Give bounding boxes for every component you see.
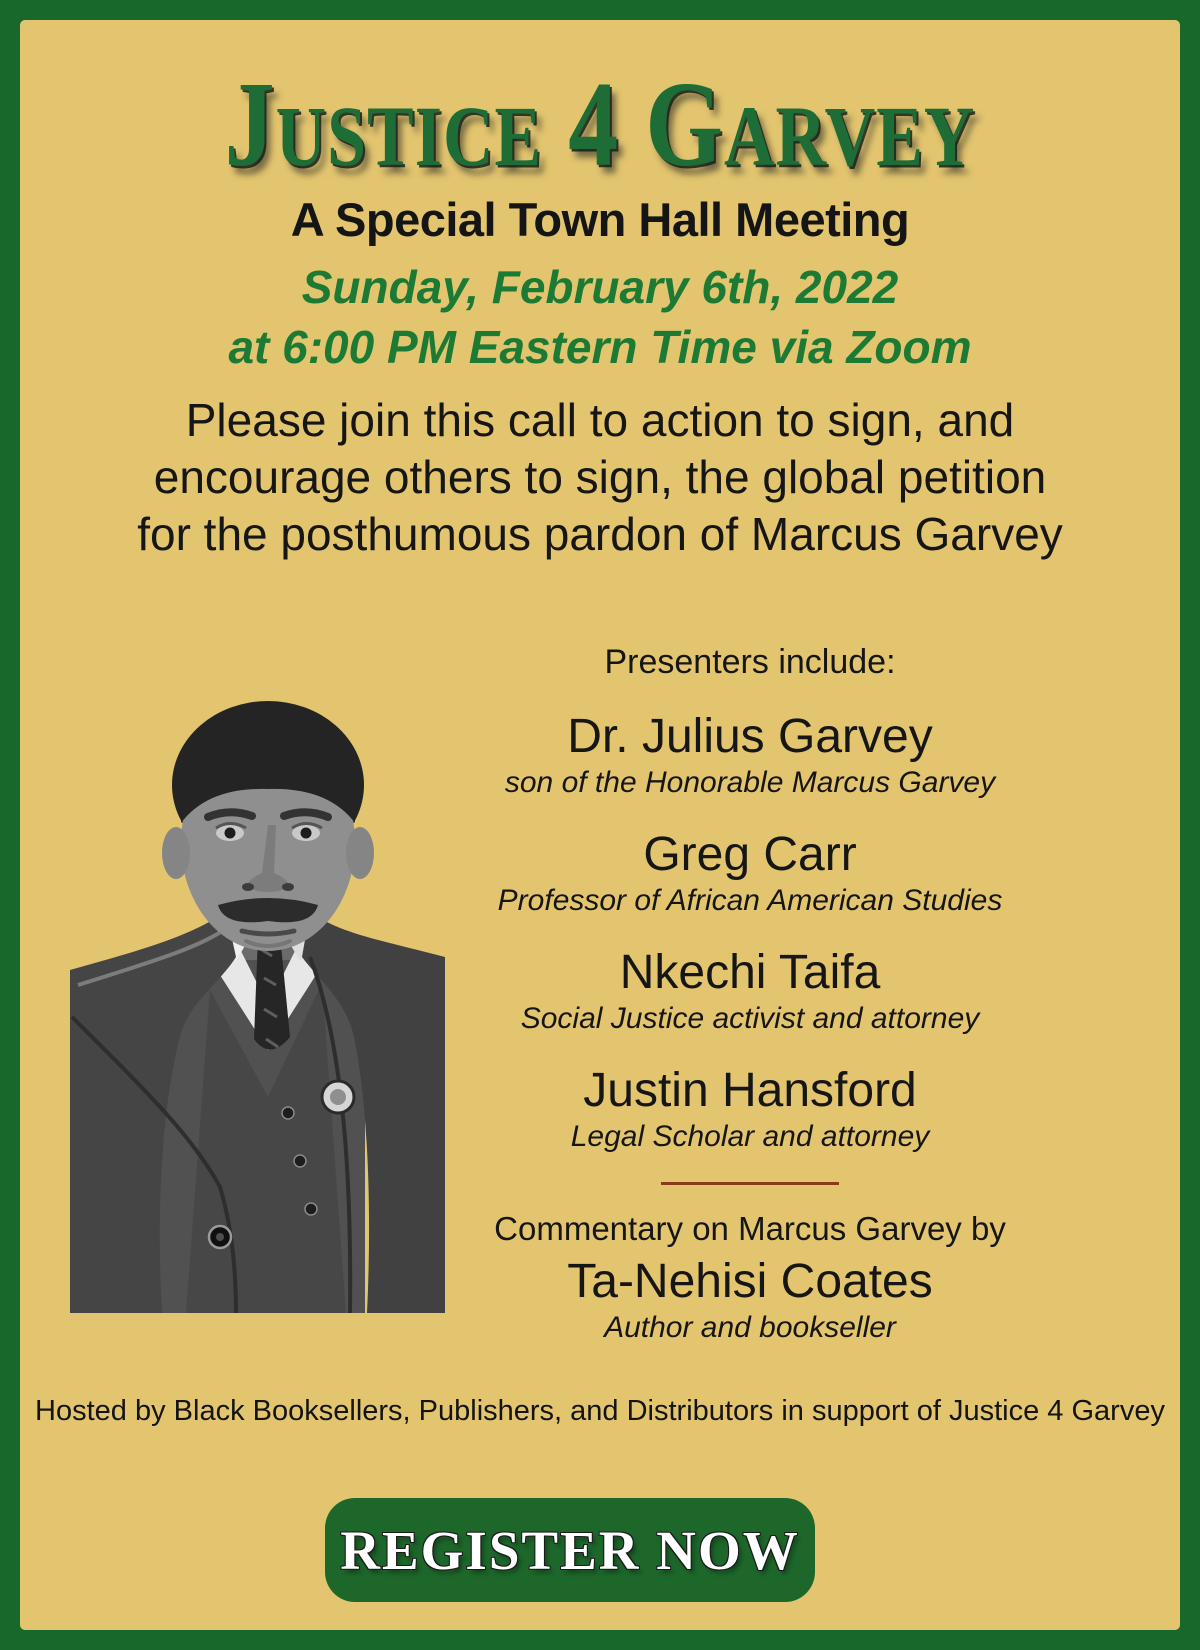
call-to-action-line-2: encourage others to sign, the global petition xyxy=(153,451,1047,503)
call-to-action-line-3: for the posthumous pardon of Marcus Garvey xyxy=(137,508,1063,560)
presenter-role: Professor of African American Studies xyxy=(497,884,1003,917)
register-now-button[interactable]: REGISTER NOW xyxy=(325,1498,815,1602)
presenter-name: Greg Carr xyxy=(643,828,857,881)
hosted-by-line: Hosted by Black Booksellers, Publishers, and Distributors in support of Justice 4 Garvey xyxy=(35,1395,1165,1427)
portrait-coat-button-center xyxy=(216,1233,224,1241)
portrait-pupil-right xyxy=(301,828,312,839)
portrait-vest-button-1 xyxy=(282,1107,294,1119)
portrait-vest-button-3 xyxy=(305,1203,317,1215)
portrait-ear-right xyxy=(346,827,374,879)
presenter-role: Social Justice activist and attorney xyxy=(520,1002,980,1035)
commentary-label: Commentary on Marcus Garvey by xyxy=(494,1210,1006,1247)
section-divider xyxy=(661,1182,839,1185)
presenter-name: Dr. Julius Garvey xyxy=(567,710,933,763)
portrait-ear-left xyxy=(162,827,190,879)
portrait-vest-button-2 xyxy=(294,1155,306,1167)
event-date: Sunday, February 6th, 2022 xyxy=(301,261,899,313)
presenter-name: Justin Hansford xyxy=(583,1064,917,1117)
marcus-garvey-photo xyxy=(70,665,445,1313)
event-time: at 6:00 PM Eastern Time via Zoom xyxy=(228,321,972,373)
presenter-item xyxy=(420,1064,1080,1154)
presenter-role: Legal Scholar and attorney xyxy=(570,1120,930,1153)
portrait-pupil-left xyxy=(225,828,236,839)
call-to-action-paragraph xyxy=(20,392,1180,563)
commentator-name: Ta-Nehisi Coates xyxy=(567,1255,933,1308)
presenter-item xyxy=(420,946,1080,1036)
flyer-subtitle: A Special Town Hall Meeting xyxy=(290,193,910,246)
presenter-role: son of the Honorable Marcus Garvey xyxy=(504,766,996,799)
portrait-nostril-right xyxy=(282,883,294,891)
portrait-nostril-left xyxy=(242,883,254,891)
presenter-item xyxy=(420,828,1080,918)
portrait-lapel-pin-center xyxy=(330,1089,346,1105)
presenters-heading: Presenters include: xyxy=(604,643,896,681)
portrait-mustache xyxy=(218,898,318,922)
flyer-title: Justice 4 Garvey xyxy=(224,56,976,192)
presenter-name: Nkechi Taifa xyxy=(619,946,881,999)
marcus-garvey-portrait-svg xyxy=(70,665,445,1313)
call-to-action-line-1: Please join this call to action to sign, and xyxy=(185,394,1015,446)
commentator-role: Author and bookseller xyxy=(604,1311,896,1344)
presenter-item xyxy=(420,710,1080,800)
flyer-background xyxy=(20,20,1180,1630)
presenters-section xyxy=(420,640,1080,1345)
